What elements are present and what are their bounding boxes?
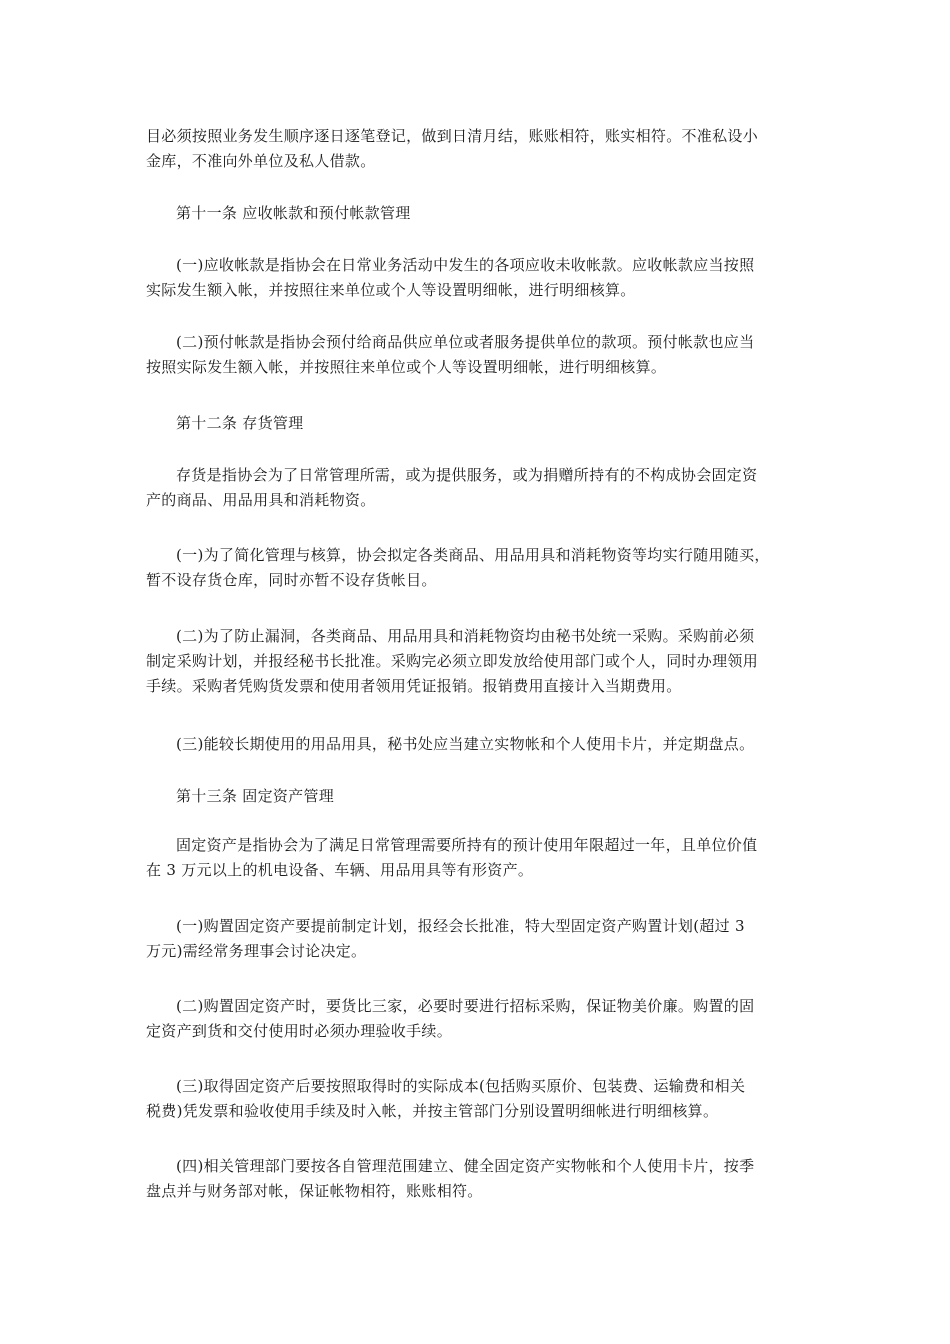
text-line: 第十二条 存货管理 xyxy=(176,414,304,432)
text-line: 定资产到货和交付使用时必须办理验收手续。 xyxy=(146,1022,453,1040)
paragraph-fixed-assets-1 xyxy=(146,914,810,964)
paragraph-inventory-definition xyxy=(146,463,810,513)
text-line: 第十一条 应收帐款和预付帐款管理 xyxy=(176,204,411,222)
text-line: 手续。采购者凭购货发票和使用者领用凭证报销。报销费用直接计入当期费用。 xyxy=(146,677,682,695)
paragraph-fixed-assets-definition xyxy=(146,833,810,883)
text-line: 税费)凭发票和验收使用手续及时入帐，并按主管部门分别设置明细帐进行明细核算。 xyxy=(146,1102,719,1120)
text-line: (一)应收帐款是指协会在日常业务活动中发生的各项应收未收帐款。应收帐款应当按照 xyxy=(176,256,755,274)
article-heading-12 xyxy=(146,411,810,436)
paragraph-fixed-assets-4 xyxy=(146,1154,810,1204)
article-heading-13 xyxy=(146,784,810,809)
text-line: 实际发生额入帐，并按照往来单位或个人等设置明细帐，进行明细核算。 xyxy=(146,281,636,299)
text-line: 固定资产是指协会为了满足日常管理需要所持有的预计使用年限超过一年，且单位价值 xyxy=(176,836,758,854)
text-line: 金库，不准向外单位及私人借款。 xyxy=(146,152,376,170)
text-line: 第十三条 固定资产管理 xyxy=(176,787,335,805)
article-heading-11 xyxy=(146,201,810,226)
text-line: 暂不设存货仓库，同时亦暂不设存货帐目。 xyxy=(146,571,437,589)
text-line: 按照实际发生额入帐，并按照往来单位或个人等设置明细帐，进行明细核算。 xyxy=(146,358,667,376)
text-line: (三)能较长期使用的用品用具，秘书处应当建立实物帐和个人使用卡片，并定期盘点。 xyxy=(176,735,755,753)
text-line: 盘点并与财务部对帐，保证帐物相符，账账相符。 xyxy=(146,1182,483,1200)
paragraph-fixed-assets-3 xyxy=(146,1074,810,1124)
text-line: 制定采购计划，并报经秘书长批准。采购完必须立即发放给使用部门或个人，同时办理领用 xyxy=(146,652,759,670)
text-line: 存货是指协会为了日常管理所需，或为提供服务，或为捐赠所持有的不构成协会固定资 xyxy=(176,466,758,484)
text-line: 万元)需经常务理事会讨论决定。 xyxy=(146,942,367,960)
text-line: (四)相关管理部门要按各自管理范围建立、健全固定资产实物帐和个人使用卡片，按季 xyxy=(176,1157,755,1175)
text-line: (一)为了简化管理与核算，协会拟定各类商品、用品用具和消耗物资等均实行随用随买， xyxy=(176,546,770,564)
paragraph-fixed-assets-2 xyxy=(146,994,810,1044)
paragraph-inventory-1 xyxy=(146,543,810,593)
text-line: (二)为了防止漏洞，各类商品、用品用具和消耗物资均由秘书处统一采购。采购前必须 xyxy=(176,627,755,645)
paragraph-prepayments xyxy=(146,330,810,380)
text-line: (一)购置固定资产要提前制定计划，报经会长批准，特大型固定资产购置计划(超过 3 xyxy=(176,917,745,935)
text-line: 在 3 万元以上的机电设备、车辆、用品用具等有形资产。 xyxy=(146,861,534,879)
paragraph-inventory-2 xyxy=(146,624,810,699)
text-line: 目必须按照业务发生顺序逐日逐笔登记，做到日清月结，账账相符，账实相符。不准私设小 xyxy=(146,127,759,145)
paragraph-inventory-3 xyxy=(146,732,810,757)
text-line: 产的商品、用品用具和消耗物资。 xyxy=(146,491,376,509)
text-line: (三)取得固定资产后要按照取得时的实际成本(包括购买原价、包装费、运输费和相关 xyxy=(176,1077,746,1095)
paragraph-continuation xyxy=(146,124,810,174)
text-line: (二)购置固定资产时，要货比三家，必要时要进行招标采购，保证物美价廉。购置的固 xyxy=(176,997,755,1015)
paragraph-receivables xyxy=(146,253,810,303)
text-line: (二)预付帐款是指协会预付给商品供应单位或者服务提供单位的款项。预付帐款也应当 xyxy=(176,333,755,351)
